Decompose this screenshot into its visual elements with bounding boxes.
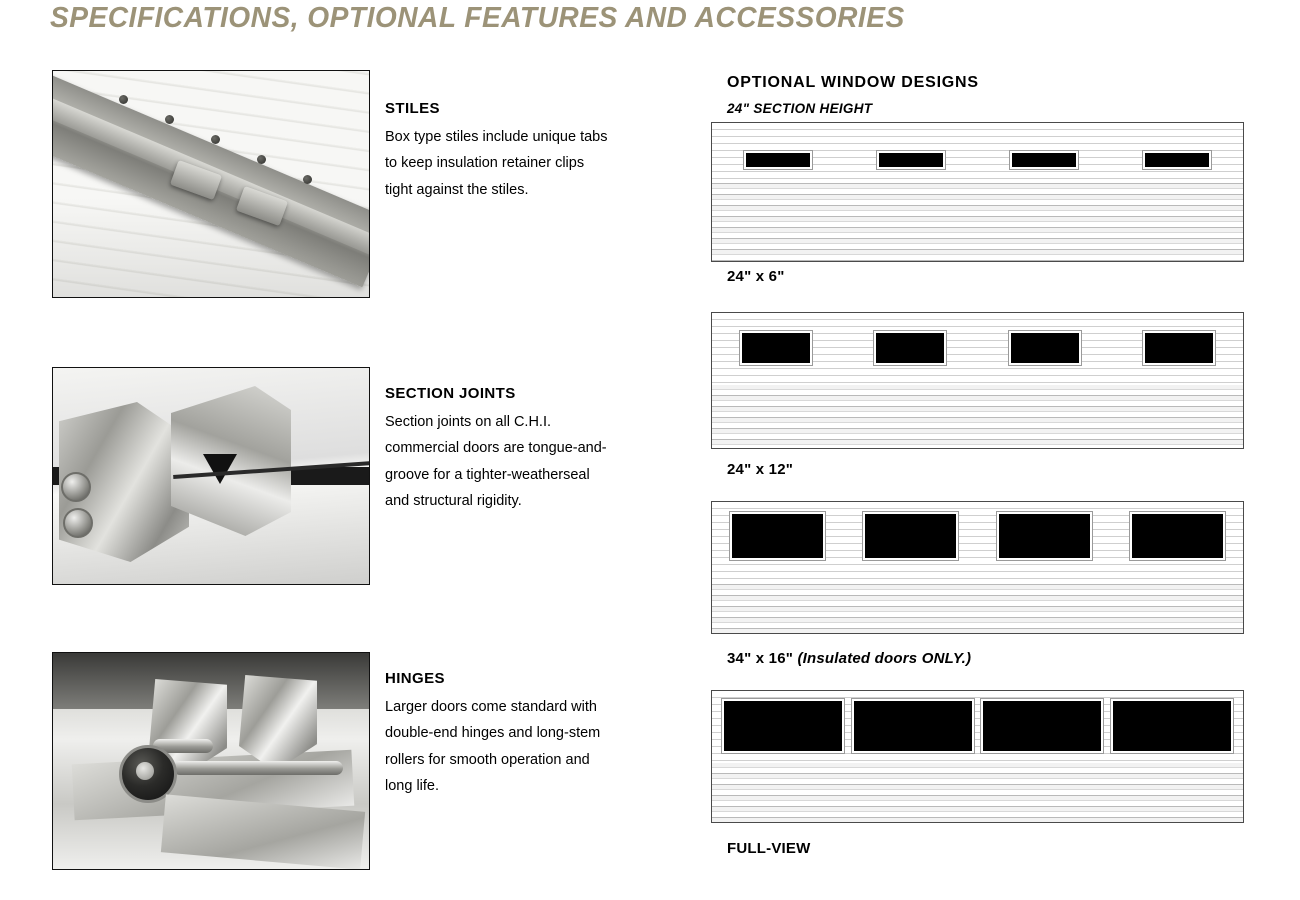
window-pane [852, 699, 974, 753]
window-row [712, 331, 1243, 365]
photo-shadow [53, 198, 369, 297]
window-pane [1111, 699, 1233, 753]
window-design-full-view [711, 690, 1244, 823]
window-pane [740, 331, 812, 365]
roller [63, 508, 93, 538]
hinges-body: Larger doors come standard with double-end hinges and long-stem rollers for smooth operation and long life. [385, 699, 601, 795]
window-pane [744, 151, 812, 169]
long-stem-roller-shaft [173, 761, 343, 775]
window-pane [1009, 331, 1081, 365]
feature-hinges [52, 652, 612, 872]
feature-stiles [52, 70, 612, 302]
section-joints-photo [52, 367, 370, 585]
window-pane [863, 512, 958, 560]
window-pane [1143, 151, 1211, 169]
stiles-photo [52, 70, 370, 298]
roller [61, 472, 91, 502]
stiles-body: Box type stiles include unique tabs to keep insulation retainer clips tight against the stiles. [385, 129, 608, 198]
caption-24x6 [727, 268, 785, 285]
caption-full-view-text: FULL-VIEW [727, 840, 811, 857]
caption-full-view [727, 840, 810, 857]
window-row [712, 699, 1243, 753]
window-design-24x6 [711, 122, 1244, 262]
page-title: SPECIFICATIONS, OPTIONAL FEATURES AND ACCESSORIES [50, 2, 905, 34]
window-designs-subheading: 24" SECTION HEIGHT [727, 101, 873, 116]
section-joints-text-block [385, 385, 612, 515]
caption-24x12-text: 24" x 12" [727, 461, 794, 478]
window-pane [1143, 331, 1215, 365]
window-pane [997, 512, 1092, 560]
caption-34x16-text: 34" x 16" [727, 650, 794, 667]
rail-hole [257, 155, 266, 164]
caption-34x16 [727, 650, 971, 667]
window-pane [1130, 512, 1225, 560]
window-design-34x16 [711, 501, 1244, 634]
window-pane [730, 512, 825, 560]
rail-hole [303, 175, 312, 184]
window-pane [877, 151, 945, 169]
window-designs-heading: OPTIONAL WINDOW DESIGNS [727, 74, 979, 91]
hinges-heading: HINGES [385, 670, 445, 687]
window-row [712, 512, 1243, 560]
caption-24x12 [727, 461, 793, 478]
stiles-heading: STILES [385, 100, 440, 117]
window-pane [874, 331, 946, 365]
window-row [712, 151, 1243, 169]
rail-hole [119, 95, 128, 104]
hinges-text-block [385, 670, 612, 800]
window-pane [1010, 151, 1078, 169]
section-joints-body: Section joints on all C.H.I. commercial doors are tongue-and-groove for a tighter-weatherseal and structural rigidity. [385, 414, 607, 510]
feature-section-joints [52, 367, 612, 587]
caption-24x6-text: 24" x 6" [727, 268, 785, 285]
window-pane [722, 699, 844, 753]
stiles-text-block [385, 100, 612, 203]
caption-34x16-note: (Insulated doors ONLY.) [797, 650, 972, 667]
window-design-24x12 [711, 312, 1244, 449]
rail-hole [165, 115, 174, 124]
rail-hole [211, 135, 220, 144]
hinges-photo [52, 652, 370, 870]
window-pane [981, 699, 1103, 753]
section-joints-heading: SECTION JOINTS [385, 385, 516, 402]
roller-hub [136, 762, 154, 780]
